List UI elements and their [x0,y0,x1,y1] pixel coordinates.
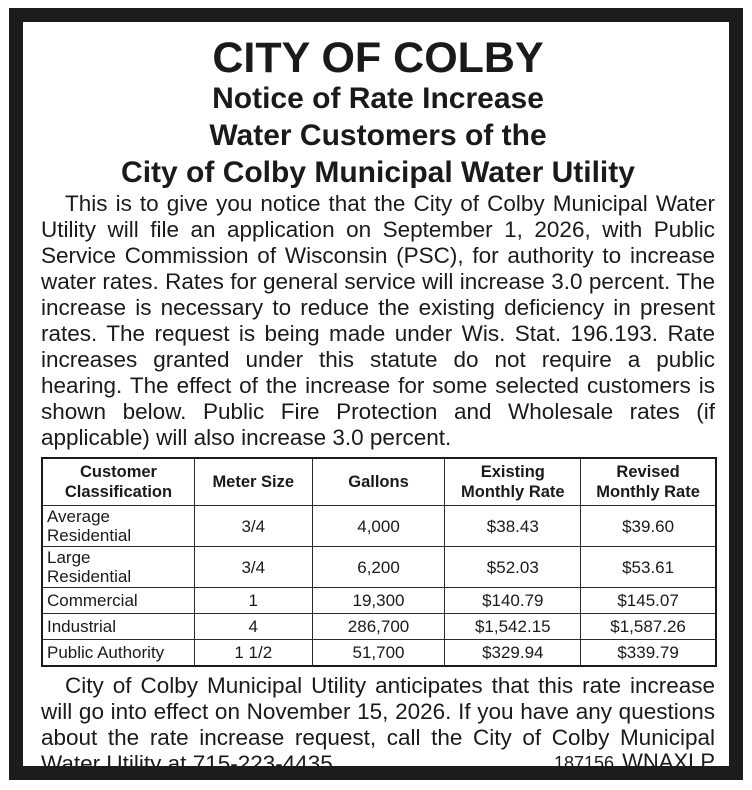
ad-code [554,749,715,775]
cell-classification [42,506,194,547]
header-revised-l2: Monthly Rate [596,483,700,501]
header-classification [42,458,194,506]
header-gallons: Gallons [312,458,445,506]
cell-revised-rate: $1,587.26 [581,614,716,640]
cell-classification: Industrial [42,614,194,640]
cell-classification [42,547,194,588]
header-classification-l1: Customer [79,463,157,481]
cell-gallons: 4,000 [312,506,445,547]
cls-line-2: Residential [47,567,132,586]
cell-revised-rate: $53.61 [581,547,716,588]
cls-line-1: Average [47,507,111,526]
cell-existing-rate: $38.43 [445,506,581,547]
table-row [42,506,716,547]
cell-meter-size: 1 [194,588,312,614]
cell-meter-size: 1 1/2 [194,640,312,667]
intro-paragraph: This is to give you notice that the City of Colby Municipal Water Utility will file an application on September 1, 2026, with Public Service Commission of Wisconsin (PSC), for authority to increase water rates. Rates for general service will increase 3.0 percent. The increase is necessary to reduce the existing deficiency in present rates. The request is being made under Wis. Stat. 196.193. Rate increases granted under this statute do not require a public hearing. The effect of the increase for some selected customers is shown below. Public Fire Protection and Wholesale rates (if applicable) will also increase 3.0 percent. [41,191,715,450]
cell-classification: Public Authority [42,640,194,667]
header-classification-l2: Classification [64,483,173,501]
ad-number: 187156 [554,753,615,773]
cls-line-1: Large [47,548,91,567]
ad-code-text: WNAXLP [622,749,715,774]
table-row [42,547,716,588]
cell-gallons: 6,200 [312,547,445,588]
header-revised [581,458,716,506]
cell-meter-size: 4 [194,614,312,640]
legal-notice [9,8,743,780]
header-revised-l1: Revised [616,463,680,481]
table-row [42,588,716,614]
cell-meter-size: 3/4 [194,547,312,588]
cell-revised-rate: $39.60 [581,506,716,547]
table-row [42,640,716,667]
cell-gallons: 51,700 [312,640,445,667]
table-row [42,614,716,640]
notice-content [41,36,715,777]
cell-gallons: 19,300 [312,588,445,614]
cell-revised-rate: $339.79 [581,640,716,667]
cls-line-2: Residential [47,526,132,545]
closing-section [41,673,715,777]
cell-classification: Commercial [42,588,194,614]
notice-subheading-1: Water Customers of the [209,119,547,152]
table-header-row [42,458,716,506]
notice-subheading-2: City of Colby Municipal Water Utility [121,156,635,189]
header-existing-l1: Existing [480,463,545,481]
cell-existing-rate: $1,542.15 [445,614,581,640]
cell-meter-size: 3/4 [194,506,312,547]
closing-paragraph: City of Colby Municipal Utility anticipates that this rate increase will go into effect on November 15, 2026. If you have any questions about the rate increase request, call the City of Colby Municipal Water Utility at 715-223-4435. [41,673,715,776]
header-meter-size: Meter Size [194,458,312,506]
cell-existing-rate: $329.94 [445,640,581,667]
cell-existing-rate: $52.03 [445,547,581,588]
header-existing-l2: Monthly Rate [461,483,565,501]
city-title: CITY OF COLBY [212,34,544,82]
notice-heading: Notice of Rate Increase [212,82,544,115]
header-existing [445,458,581,506]
cell-existing-rate: $140.79 [445,588,581,614]
cell-revised-rate: $145.07 [581,588,716,614]
rate-table [41,457,717,667]
cell-gallons: 286,700 [312,614,445,640]
